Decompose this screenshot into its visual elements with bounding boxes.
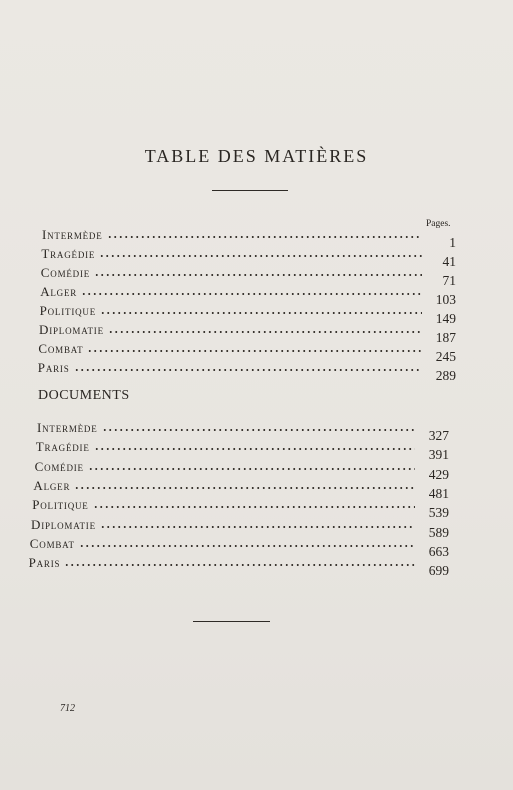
toc-entry-title: Alger [40,284,78,299]
toc-entry-title: Comédie [34,458,84,474]
toc-entry [33,475,449,501]
toc-entry-title: Politique [39,303,97,318]
toc-entry [41,243,456,269]
documents-heading: DOCUMENTS [38,388,130,403]
dot-leader [107,235,422,239]
toc-entry-title: Intermède [37,420,98,435]
dot-leader [108,330,422,334]
toc-entry-page-number: 149 [435,311,456,326]
toc-entry [40,262,456,288]
toc-entry-title: Tragédie [41,246,96,261]
toc-entry [28,552,449,579]
toc-entry [37,417,449,443]
toc-entry [40,281,456,307]
dot-leader [74,368,422,372]
closing-rule [193,621,270,622]
dot-leader [87,349,422,353]
toc-entry-page-number: 699 [428,563,449,579]
toc-entry-page-number: 41 [442,254,456,269]
toc-entry-title: Paris [37,360,70,375]
toc-entry-title: Paris [28,555,61,571]
toc-entry [34,456,449,482]
dot-leader [94,447,415,451]
dot-leader [100,525,415,529]
dot-leader [81,292,422,296]
toc-entry-page-number: 481 [428,485,449,501]
toc-entry-title: Alger [33,477,71,493]
toc-entry-page-number: 589 [428,524,449,540]
dot-leader [64,563,415,567]
toc-entry-page-number: 187 [435,330,456,345]
toc-entry-title: Tragédie [35,439,90,455]
toc-entry-title: Combat [29,535,75,551]
toc-entry-page-number: 539 [428,505,449,521]
toc-entry [29,533,449,559]
dot-leader [79,544,415,548]
dot-leader [74,486,415,490]
toc-entry [39,319,456,345]
toc-entry-title: Combat [38,341,84,356]
toc-entry-title: Diplomatie [39,322,104,337]
toc-entry [37,357,456,383]
toc-entry [35,436,449,463]
toc-entry [31,514,449,540]
toc-entry [42,224,456,250]
page-number-folio: 712 [60,703,75,714]
toc-entry-page-number: 71 [442,273,456,288]
title-rule [212,190,288,191]
toc-entry-page-number: 391 [428,447,449,463]
toc-entry-title: Intermède [42,227,103,242]
toc-entry-page-number: 103 [435,292,456,307]
toc-entry [32,494,449,521]
dot-leader [102,428,415,432]
dot-leader [99,254,422,258]
pages-column-label: Pages. [426,219,451,229]
page-title: TABLE DES MATIÈRES [144,146,369,166]
toc-entry-page-number: 663 [428,543,449,559]
dot-leader [100,311,422,315]
toc-entry [38,338,456,364]
dot-leader [93,505,415,509]
dot-leader [88,467,415,471]
toc-entry-page-number: 1 [449,235,456,250]
toc-entry-title: Comédie [40,265,91,280]
toc-entry-page-number: 289 [435,368,456,383]
toc-entry [39,300,456,326]
toc-entry-page-number: 327 [428,428,449,443]
toc-entry-page-number: 429 [428,466,449,482]
toc-entry-title: Politique [32,497,89,513]
dot-leader [94,273,422,277]
toc-entry-title: Diplomatie [31,516,96,532]
toc-entry-page-number: 245 [435,349,456,364]
